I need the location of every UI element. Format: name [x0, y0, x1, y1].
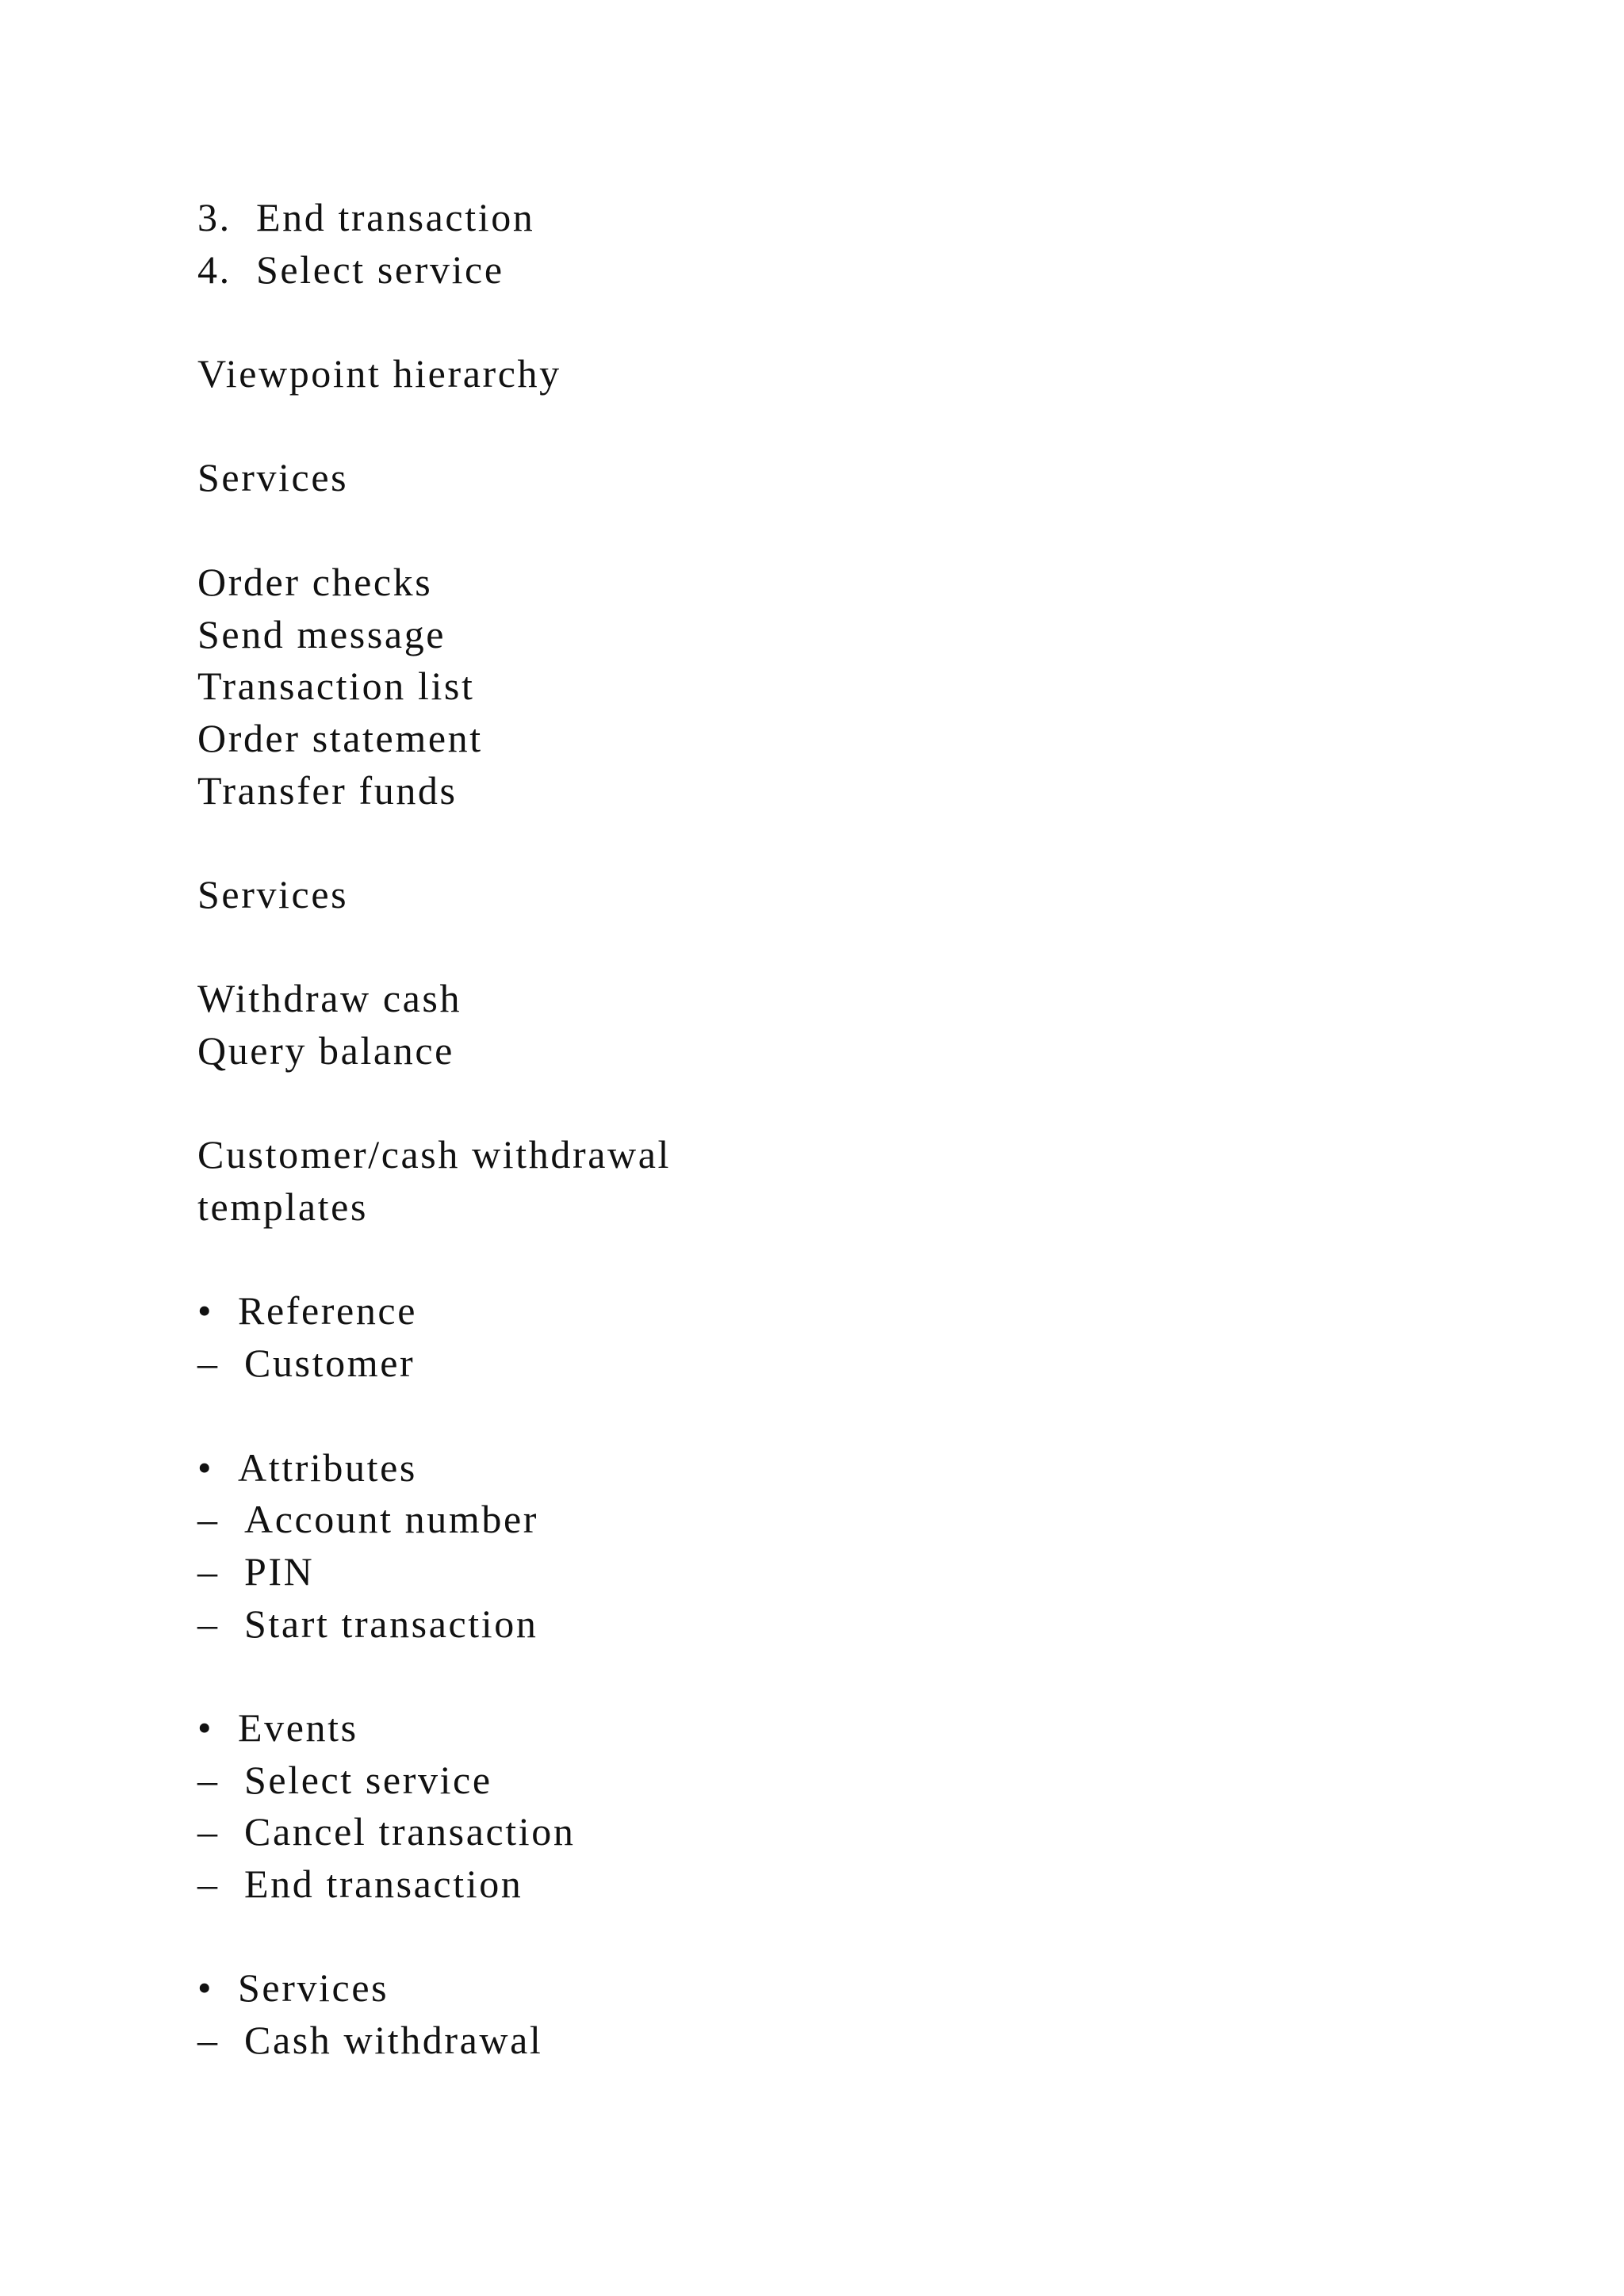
dash-item [197, 2015, 1466, 2067]
dash-icon: – [197, 1341, 220, 1386]
bullet-item-attributes [197, 1442, 1466, 1494]
service-item: Transaction list [197, 664, 475, 709]
document-body [197, 192, 1466, 2067]
bullet-item-reference [197, 1285, 1466, 1337]
dash-label: Start transaction [244, 1601, 538, 1646]
dash-item [197, 1806, 1466, 1858]
dash-icon: – [197, 1757, 220, 1802]
dash-item [197, 1546, 1466, 1598]
dash-icon: – [197, 1497, 220, 1542]
numbered-item [197, 192, 1466, 244]
spacer [197, 296, 1466, 348]
dash-label: End transaction [244, 1862, 523, 1906]
bullet-label: Events [238, 1705, 358, 1750]
dash-item [197, 1755, 1466, 1807]
dash-label: Account number [244, 1497, 539, 1542]
item-number: 4. [197, 247, 232, 292]
service-item: Order checks [197, 559, 433, 604]
bullet-label: Reference [238, 1288, 418, 1334]
spacer [197, 400, 1466, 453]
spacer [197, 1077, 1466, 1130]
spacer [197, 1911, 1466, 1963]
dash-label: Cancel transaction [244, 1809, 576, 1854]
item-number: 3. [197, 195, 232, 239]
spacer [197, 817, 1466, 869]
service-item: Order statement [197, 715, 483, 760]
spacer [197, 1390, 1466, 1442]
spacer [197, 1234, 1466, 1286]
viewpoint-heading: Viewpoint hierarchy [197, 351, 561, 396]
templates-heading-continued: templates [197, 1184, 369, 1230]
bullet-icon: • [197, 1705, 214, 1750]
templates-heading: Customer/cash withdrawal [197, 1132, 671, 1177]
dash-label: Cash withdrawal [244, 2018, 543, 2063]
bullet-label: Attributes [238, 1445, 417, 1490]
dash-label: PIN [244, 1548, 315, 1594]
bullet-icon: • [197, 1445, 214, 1490]
bullet-icon: • [197, 1965, 214, 2011]
dash-label: Select service [244, 1757, 492, 1802]
services-heading: Services [197, 871, 349, 916]
dash-item [197, 1598, 1466, 1651]
service-item: Send message [197, 611, 446, 656]
dash-label: Customer [244, 1341, 416, 1386]
spacer [197, 504, 1466, 557]
spacer [197, 921, 1466, 974]
dash-icon: – [197, 2018, 220, 2063]
dash-icon: – [197, 1548, 220, 1594]
services-heading: Services [197, 455, 349, 500]
dash-item [197, 1494, 1466, 1546]
service-item: Transfer funds [197, 767, 458, 813]
dash-item [197, 1337, 1466, 1390]
bullet-item-services [197, 1962, 1466, 2015]
bullet-icon: • [197, 1288, 214, 1334]
dash-item [197, 1858, 1466, 1911]
dash-icon: – [197, 1809, 220, 1854]
bullet-label: Services [238, 1965, 389, 2011]
service-item: Query balance [197, 1028, 454, 1073]
dash-icon: – [197, 1862, 220, 1906]
service-item: Withdraw cash [197, 976, 462, 1021]
numbered-item [197, 244, 1466, 297]
bullet-item-events [197, 1702, 1466, 1755]
item-text: Select service [256, 247, 504, 292]
spacer [197, 1650, 1466, 1702]
dash-icon: – [197, 1601, 220, 1646]
item-text: End transaction [256, 195, 535, 239]
